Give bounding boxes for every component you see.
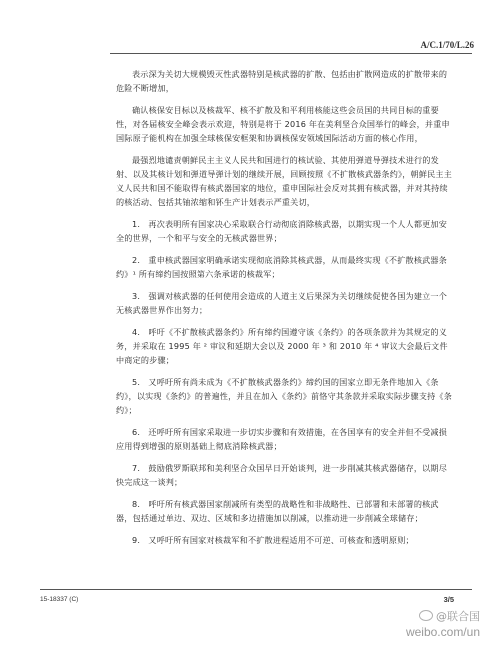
document-body: [116, 67, 452, 555]
weibo-logo-icon: [419, 610, 433, 621]
watermark-handle: [419, 608, 480, 624]
watermark-handle-text: @联合国: [436, 610, 480, 623]
watermark-url: weibo.com/un: [405, 625, 480, 639]
footer-divider: [40, 589, 472, 590]
preamble-paragraph: 最强烈地谴责朝鲜民主主义人民共和国进行的核试验、其使用弹道导弹技术进行的发射、以及其核计划和弹道导弹计划的继续开展，回顾按照《不扩散核武器条约》，朝鲜民主主义人民共和国不能取得有核武器国家的地位，重申国际社会反对其拥有核武器，并对其持续的核活动、包括其铀浓缩和钚生产计划表示严重关切，: [116, 155, 452, 207]
document-code: A/C.1/70/L.26: [420, 40, 474, 50]
operative-paragraph-1: 1. 再次表明所有国家决心采取联合行动彻底消除核武器，以期实现一个人人都更加安全的世界，一个和平与安全的无核武器世界；: [116, 219, 447, 243]
operative-paragraph-3: 3. 强调对核武器的任何使用会造成的人道主义后果深为关切继续促使各国为建立一个无核武器世界作出努力；: [116, 291, 447, 315]
page-number: 3/5: [443, 595, 454, 604]
operative-paragraph-9: 9. 又呼吁所有国家对核裁军和不扩散进程适用不可逆、可核查和透明原则；: [132, 535, 414, 545]
operative-paragraph-5: 5. 又呼吁所有尚未成为《不扩散核武器条约》缔约国的国家立即无条件地加入《条约》，以实现《条约》的普遍性，并且在加入《条约》前恪守其条款并采取实际步骤支持《条约》；: [116, 377, 452, 415]
preamble-paragraph: 表示深为关切大规模毁灭性武器特别是核武器的扩散、包括由扩散网造成的扩散带来的危险不断增加，: [116, 69, 448, 93]
operative-paragraph-4: 4. 呼吁《不扩散核武器条约》所有缔约国遵守该《条约》的各项条款并为其规定的义务，并采取在 1995 年 ² 审议和延期大会以及 2000 年 ³ 和 2010 年 ⁴ 审议大会最后文件中商定的步骤；: [116, 327, 448, 365]
operative-paragraph-2: 2. 重申核武器国家明确承诺实现彻底消除其核武器，从而最终实现《不扩散核武器条约》¹ 所有缔约国按照第六条承诺的核裁军；: [116, 255, 447, 279]
operative-paragraph-7: 7. 鼓励俄罗斯联邦和美利坚合众国早日开始谈判，进一步削减其核武器储存，以期尽快完成这一谈判；: [116, 463, 447, 487]
document-number: 15-18337 (C): [40, 596, 79, 603]
header-divider: [110, 53, 472, 54]
operative-paragraph-6: 6. 还呼吁所有国家采取进一步切实步骤和有效措施，在各国享有的安全并但不受减损应用得到增强的原则基础上彻底消除核武器；: [116, 427, 447, 451]
preamble-paragraph: 确认核保安目标以及核裁军、核不扩散及和平利用核能这些会员国的共同目标的重要性，对各届核安全峰会表示欢迎，特别是将于 2016 年在美利坚合众国举行的峰会，并重申国际原子能机构在加强全球核保安框架和协调核保安领域国际活动方面的核心作用，: [116, 105, 450, 143]
operative-paragraph-8: 8. 呼吁所有核武器国家削减所有类型的战略性和非战略性、已部署和未部署的核武器，包括通过单边、双边、区域和多边措施加以削减，以推动进一步削减全球储存；: [116, 499, 439, 523]
